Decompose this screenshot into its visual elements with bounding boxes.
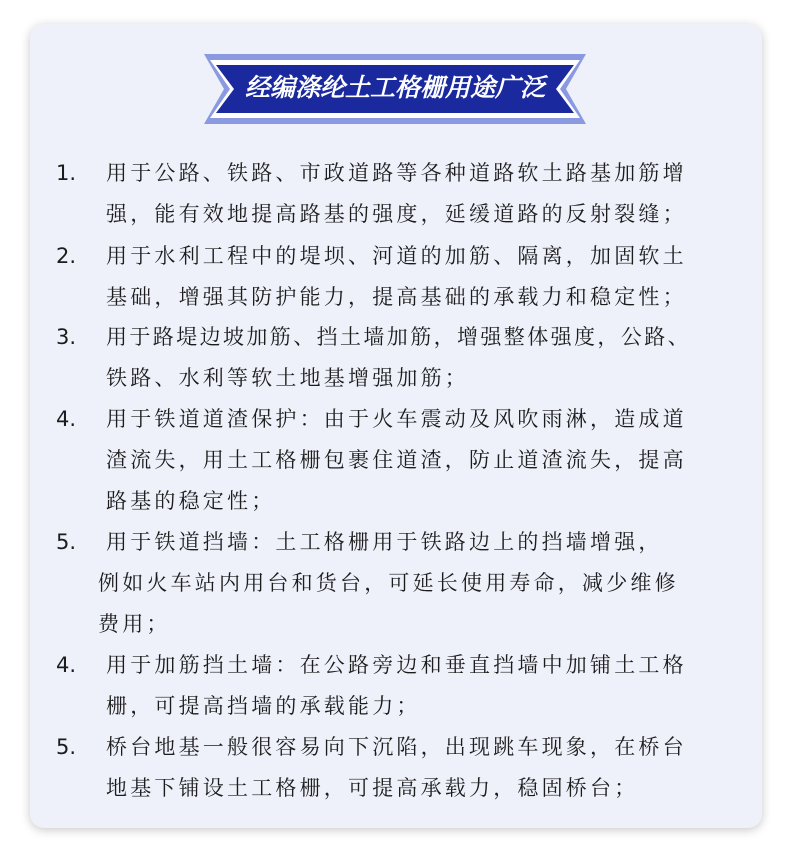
item-number: 2.: [56, 244, 77, 268]
item-text-line: 强，能有效地提高路基的强度，延缓道路的反射裂缝；: [106, 202, 687, 226]
item-text-line: 用于水利工程中的堤坝、河道的加筋、隔离，加固软土: [106, 244, 687, 268]
item-number: 5.: [56, 735, 77, 759]
item-text-line: 费用；: [98, 612, 171, 636]
item-text-line: 桥台地基一般很容易向下沉陷，出现跳车现象，在桥台: [106, 735, 687, 759]
item-text-line: 栅，可提高挡墙的承载能力；: [106, 694, 421, 718]
item-number: 4.: [56, 407, 77, 431]
item-text-line: 路基的稳定性；: [106, 489, 276, 513]
item-number: 1.: [56, 161, 77, 185]
item-text-line: 用于铁道道渣保护：由于火车震动及风吹雨淋，造成道: [106, 407, 687, 431]
item-text-line: 用于铁道挡墙：土工格栅用于铁路边上的挡墙增强，: [106, 530, 663, 554]
item-text-line: 用于路堤边坡加筋、挡土墙加筋，增强整体强度，公路、: [106, 325, 691, 349]
item-number: 5.: [56, 530, 77, 554]
item-text-line: 例如火车站内用台和货台，可延长使用寿命，减少维修: [98, 571, 679, 595]
title-banner: [200, 50, 590, 128]
item-number: 4.: [56, 653, 77, 677]
item-text-line: 用于加筋挡土墙：在公路旁边和垂直挡墙中加铺土工格: [106, 653, 687, 677]
item-text-line: 渣流失，用土工格栅包裹住道渣，防止道渣流失，提高: [106, 448, 687, 472]
item-text-line: 铁路、水利等软土地基增强加筋；: [106, 366, 469, 390]
item-number: 3.: [56, 325, 77, 349]
item-text-line: 用于公路、铁路、市政道路等各种道路软土路基加筋增: [106, 161, 687, 185]
page-title: 经编涤纶土工格栅用途广泛: [244, 73, 545, 102]
item-text-line: 基础，增强其防护能力，提高基础的承载力和稳定性；: [106, 285, 687, 309]
item-text-line: 地基下铺设土工格栅，可提高承载力，稳固桥台；: [106, 776, 639, 800]
